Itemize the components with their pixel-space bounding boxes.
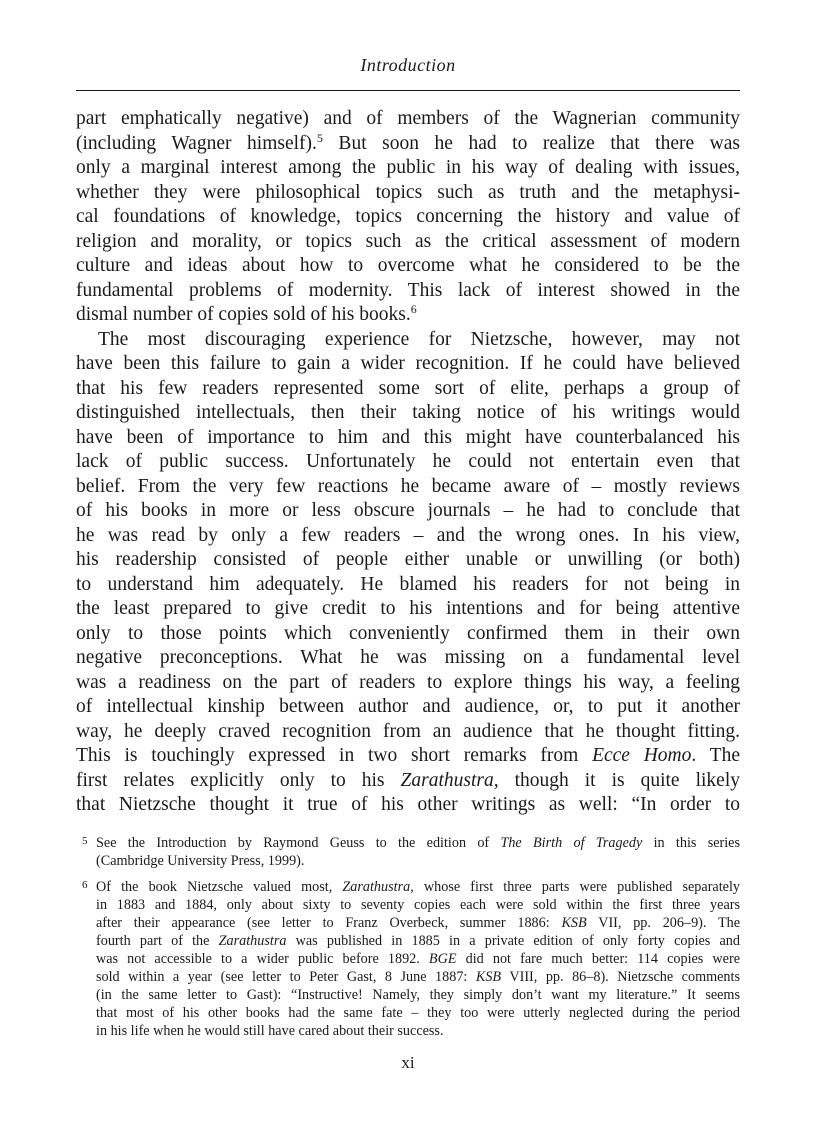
footnote-line: that most of his other books had the same fate – they too were utterly neglected during the period xyxy=(96,1005,740,1021)
abbreviation: BGE xyxy=(428,951,457,967)
body-line: whether they were philosophical topics such as truth and the metaphysi- xyxy=(76,181,740,203)
body-line: he was read by only a few readers – and the wrong ones. In his view, xyxy=(76,524,740,546)
body-line: to understand him adequately. He blamed his readers for not being in xyxy=(76,573,740,595)
body-line: culture and ideas about how to overcome what he considered to be the xyxy=(76,255,740,276)
body-line xyxy=(76,303,740,328)
body-line: only to those points which conveniently confirmed them in their own xyxy=(76,622,740,644)
body-line: the least prepared to give credit to his intentions and for being attentive xyxy=(76,598,740,619)
book-title: Zarathustra xyxy=(342,879,411,895)
body-line-text: But soon he had to realize that there was xyxy=(322,132,740,154)
footnote-line xyxy=(96,834,740,852)
body-line-text: (including Wagner himself). xyxy=(76,132,317,154)
body-line-text: first relates explicitly only to his xyxy=(76,769,401,791)
book-title: Ecce Homo xyxy=(592,745,692,766)
body-line: part emphatically negative) and of members of the Wagnerian community xyxy=(76,108,740,129)
footnote-line xyxy=(96,968,740,986)
body-line: have been this failure to gain a wider recognition. If he could have believed xyxy=(76,353,740,374)
body-line: way, he deeply craved recognition from an audience that he thought fitting. xyxy=(76,720,740,742)
body-text xyxy=(76,107,740,818)
running-head: Introduction xyxy=(360,55,456,75)
body-line: that Nietzsche thought it true of his other writings as well: “In order to xyxy=(76,794,740,815)
footnote-text: sold within a year (see letter to Peter Gast, 8 June 1887: xyxy=(96,969,476,985)
body-line: distinguished intellectuals, then their taking notice of his writings would xyxy=(76,402,740,423)
book-title: Zarathustra, xyxy=(400,769,499,791)
footnote-line xyxy=(96,914,740,932)
abbreviation: KSB xyxy=(475,969,502,985)
abbreviation: KSB xyxy=(561,915,587,931)
body-line: his readership consisted of people either unable or unwilling (or both) xyxy=(76,549,740,570)
body-line: was a readiness on the part of readers to explore things his way, a feeling xyxy=(76,671,740,693)
footnote-number: 5 xyxy=(82,835,88,847)
footnote-line: (in the same letter to Gast): “Instructive! Namely, they simply don’t want my literature.” It seems xyxy=(96,987,740,1003)
book-title: The Birth of Tragedy xyxy=(500,835,643,851)
footnote-line: (Cambridge University Press, 1999). xyxy=(96,853,305,869)
body-line: that his few readers represented some sort of elite, perhaps a group of xyxy=(76,377,740,399)
body-line: only a marginal interest among the public in his way of dealing with issues, xyxy=(76,157,740,178)
body-line: religion and morality, or topics such as the critical assessment of modern xyxy=(76,230,740,252)
footnote-text: was published in 1885 in a private edition of only forty copies and xyxy=(286,933,740,949)
body-line xyxy=(76,132,740,157)
footnote-text: was not accessible to a wider public before 1892. xyxy=(96,951,429,967)
footnote-text: Of the book Nietzsche valued most, xyxy=(96,879,343,895)
footnote-text: VII, pp. 206–9). The xyxy=(586,915,740,931)
body-line: lack of public success. Unfortunately he could not entertain even that xyxy=(76,451,740,472)
body-line: of intellectual kinship between author and audience, or, to put it another xyxy=(76,696,740,717)
footnote-line xyxy=(96,950,740,968)
body-line-text: This is touchingly expressed in two short remarks from xyxy=(76,745,593,766)
footnote-line xyxy=(96,932,740,950)
footnote-number: 6 xyxy=(82,879,88,891)
footnote-text: , whose first three parts were published separately xyxy=(410,879,740,895)
page-number: xi xyxy=(401,1053,415,1072)
footnote-text: after their appearance (see letter to Franz Overbeck, summer 1886: xyxy=(96,915,562,931)
footnote-text: in this series xyxy=(642,835,740,851)
footnote-6 xyxy=(76,878,740,1040)
body-line xyxy=(76,744,740,769)
body-line-text: . The xyxy=(691,745,740,766)
body-line: fundamental problems of modernity. This lack of interest showed in the xyxy=(76,279,740,301)
body-line: belief. From the very few reactions he became aware of – mostly reviews xyxy=(76,475,740,497)
footnotes xyxy=(76,834,740,1048)
body-line: negative preconceptions. What he was missing on a fundamental level xyxy=(76,647,740,668)
body-line-text: though it is quite likely xyxy=(498,769,740,791)
footnote-5 xyxy=(76,834,740,870)
body-line: have been of importance to him and this might have counterbalanced his xyxy=(76,426,740,448)
footnote-text: VIII, pp. 86–8). Nietzsche comments xyxy=(501,969,740,985)
footnote-line: in 1883 and 1884, only about sixty to seventy copies each were sold within the first three years xyxy=(96,897,740,913)
footnote-ref-6[interactable]: 6 xyxy=(410,303,417,316)
footnote-text: See the Introduction by Raymond Geuss to the edition of xyxy=(96,835,501,851)
body-line: The most discouraging experience for Nietzsche, however, may not xyxy=(98,328,740,350)
book-title: Zarathustra xyxy=(218,933,287,949)
body-line xyxy=(76,769,740,794)
header-rule xyxy=(76,90,740,91)
footnote-text: fourth part of the xyxy=(96,933,219,949)
body-line: cal foundations of knowledge, topics concerning the history and value of xyxy=(76,206,740,227)
footnote-ref-5[interactable]: 5 xyxy=(316,131,323,145)
footnote-line xyxy=(96,878,740,896)
body-line: of his books in more or less obscure journals – he had to conclude that xyxy=(76,500,740,521)
footnote-line: in his life when he would still have cared about their success. xyxy=(96,1023,444,1039)
footnote-text: did not fare much better: 114 copies were xyxy=(456,951,740,967)
body-line-text: dismal number of copies sold of his books. xyxy=(76,304,411,325)
